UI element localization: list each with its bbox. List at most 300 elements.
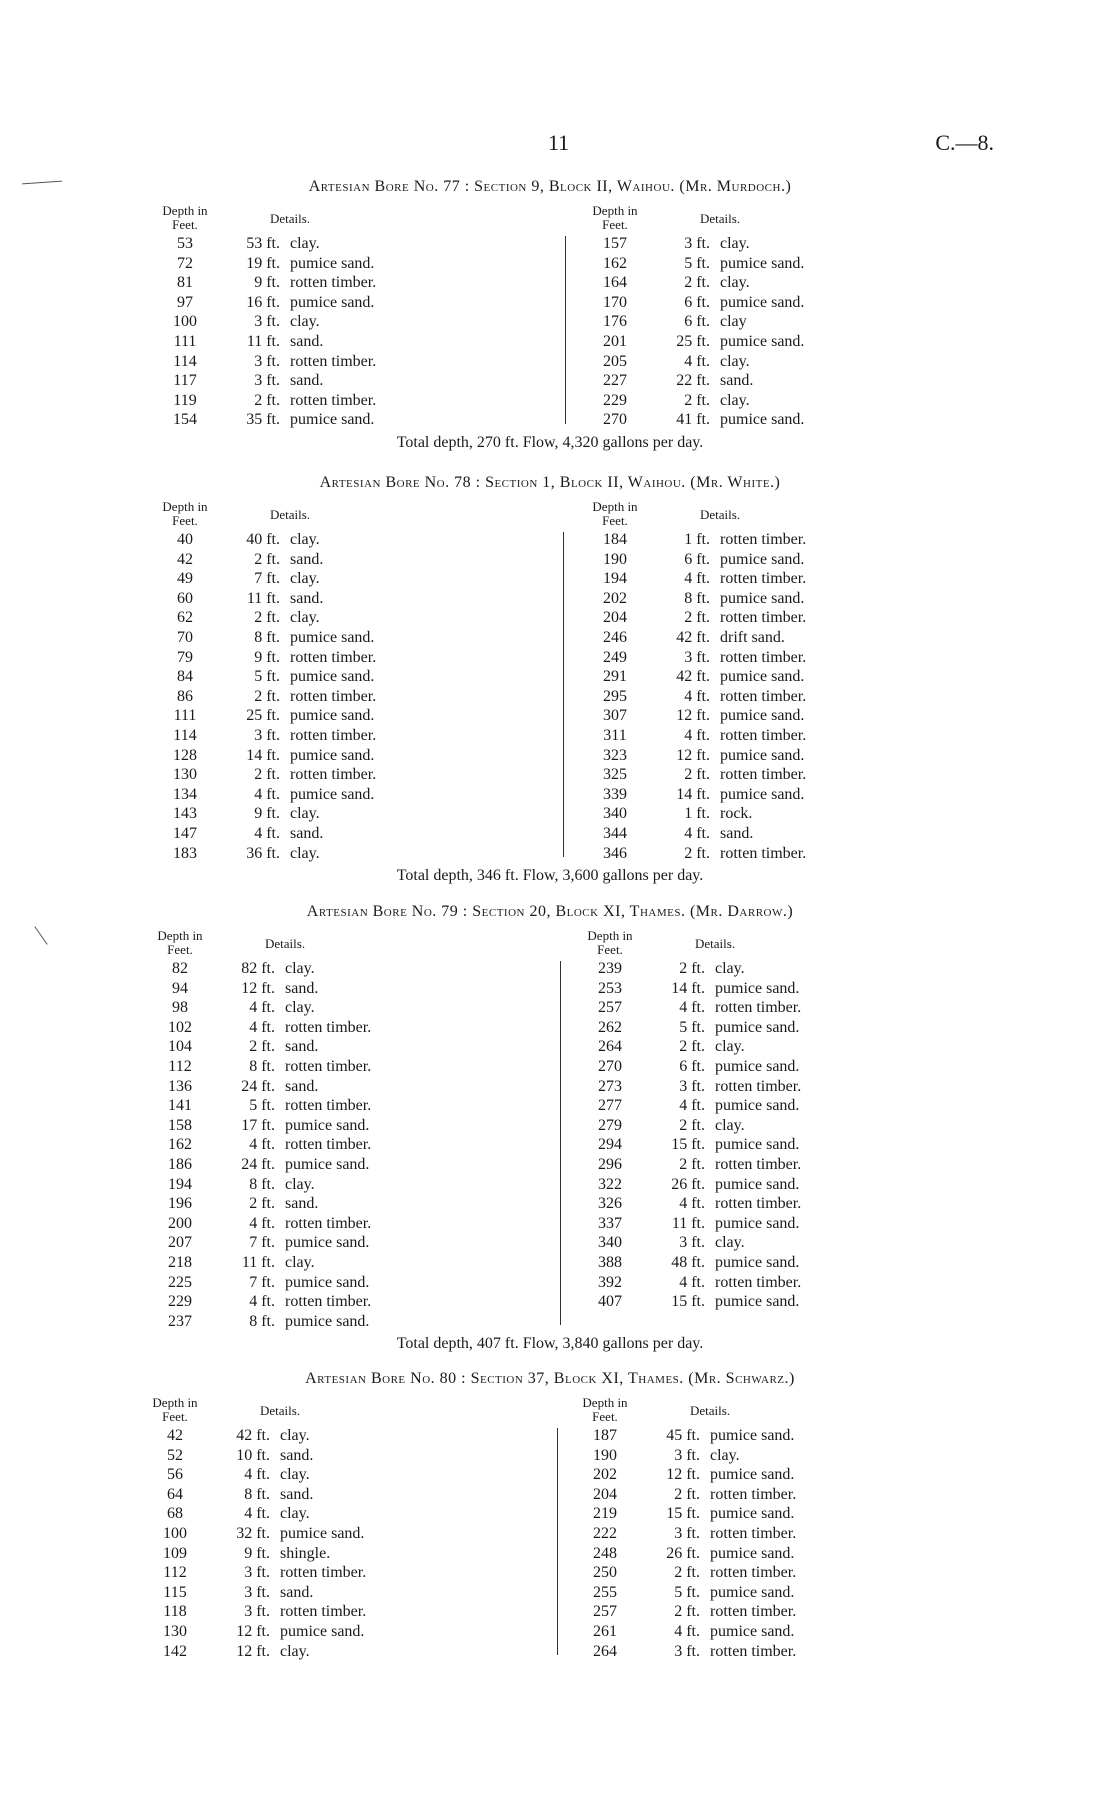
header-details: Details.	[265, 936, 306, 951]
depth-cell: 295	[603, 687, 627, 705]
depth-cell: 229	[603, 391, 627, 409]
depth-cell: 184	[603, 531, 627, 548]
depth-cell: 154	[173, 411, 197, 429]
thickness-cell: 4 ft.	[249, 1018, 275, 1036]
header-details: Details.	[695, 936, 736, 951]
thickness-cell: 2 ft.	[679, 1038, 705, 1056]
thickness-cell: 24 ft.	[241, 1155, 275, 1173]
depth-cell: 239	[598, 960, 622, 977]
material-cell: clay.	[715, 1038, 745, 1056]
thickness-cell: 4 ft.	[679, 1097, 705, 1115]
material-cell: clay.	[720, 352, 750, 370]
depth-cell: 261	[593, 1622, 617, 1640]
depth-cell: 128	[173, 746, 197, 764]
depth-cell: 170	[603, 293, 627, 311]
thickness-cell: 4 ft.	[254, 824, 280, 842]
depth-cell: 264	[593, 1642, 617, 1660]
material-cell: clay.	[715, 960, 745, 977]
header-details: Details.	[270, 507, 311, 522]
material-cell: pumice sand.	[290, 785, 375, 803]
depth-cell: 119	[173, 391, 197, 409]
depth-cell: 196	[168, 1195, 192, 1213]
thickness-cell: 9 ft.	[254, 805, 280, 823]
thickness-cell: 36 ft.	[246, 844, 280, 862]
depth-cell: 49	[177, 570, 193, 588]
material-cell: pumice sand.	[710, 1583, 795, 1601]
depth-cell: 142	[163, 1642, 187, 1660]
thickness-cell: 3 ft.	[244, 1564, 270, 1582]
material-cell: sand.	[280, 1446, 314, 1464]
material-cell: rotten timber.	[715, 1077, 802, 1095]
material-cell: rotten timber.	[290, 726, 377, 744]
thickness-cell: 2 ft.	[679, 1155, 705, 1173]
material-cell: pumice sand.	[285, 1312, 370, 1330]
depth-cell: 262	[598, 1018, 622, 1036]
thickness-cell: 12 ft.	[236, 1642, 270, 1660]
depth-cell: 194	[603, 570, 627, 588]
thickness-cell: 32 ft.	[236, 1524, 270, 1542]
depth-cell: 270	[598, 1057, 622, 1075]
thickness-cell: 2 ft.	[684, 609, 710, 627]
thickness-cell: 15 ft.	[671, 1293, 705, 1311]
depth-cell: 164	[603, 274, 627, 292]
material-cell: pumice sand.	[715, 1214, 800, 1232]
thickness-cell: 3 ft.	[674, 1642, 700, 1660]
thickness-cell: 41 ft.	[676, 411, 710, 429]
depth-cell: 64	[167, 1485, 183, 1503]
thickness-cell: 8 ft.	[244, 1485, 270, 1503]
thickness-cell: 14 ft.	[671, 979, 705, 997]
depth-cell: 326	[598, 1195, 622, 1213]
thickness-cell: 42 ft.	[676, 628, 710, 646]
material-cell: pumice sand.	[290, 628, 375, 646]
thickness-cell: 4 ft.	[684, 570, 710, 588]
depth-cell: 219	[593, 1505, 617, 1523]
column-divider	[563, 532, 564, 857]
depth-cell: 104	[168, 1038, 192, 1056]
material-cell: clay.	[715, 1116, 745, 1134]
thickness-cell: 17 ft.	[241, 1116, 275, 1134]
depth-cell: 246	[603, 628, 627, 646]
thickness-cell: 6 ft.	[684, 313, 710, 331]
thickness-cell: 4 ft.	[244, 1505, 270, 1523]
material-cell: rotten timber.	[290, 687, 377, 705]
depth-cell: 97	[177, 293, 193, 311]
material-cell: pumice sand.	[280, 1622, 365, 1640]
thickness-cell: 2 ft.	[684, 766, 710, 784]
depth-cell: 134	[173, 785, 197, 803]
header-depth: Depth in Feet.	[582, 1395, 628, 1424]
depth-cell: 70	[177, 628, 193, 646]
thickness-cell: 24 ft.	[241, 1077, 275, 1095]
material-cell: pumice sand.	[710, 1427, 795, 1444]
thickness-cell: 35 ft.	[246, 411, 280, 429]
depth-cell: 307	[603, 707, 627, 725]
depth-cell: 111	[173, 332, 197, 350]
thickness-cell: 8 ft.	[684, 589, 710, 607]
thickness-cell: 3 ft.	[244, 1583, 270, 1601]
material-cell: pumice sand.	[290, 411, 375, 429]
thickness-cell: 2 ft.	[674, 1485, 700, 1503]
depth-cell: 84	[177, 668, 193, 686]
thickness-cell: 11 ft.	[241, 1253, 275, 1271]
material-cell: clay.	[720, 235, 750, 252]
material-cell: rotten timber.	[715, 999, 802, 1017]
depth-cell: 102	[168, 1018, 192, 1036]
thickness-cell: 11 ft.	[246, 589, 280, 607]
material-cell: pumice sand.	[715, 1018, 800, 1036]
material-cell: pumice sand.	[710, 1466, 795, 1484]
material-cell: sand.	[290, 372, 324, 390]
material-cell: clay.	[280, 1427, 310, 1444]
thickness-cell: 25 ft.	[246, 707, 280, 725]
material-cell: pumice sand.	[290, 254, 375, 272]
thickness-cell: 40 ft.	[246, 531, 280, 548]
depth-cell: 162	[168, 1136, 192, 1154]
material-cell: rotten timber.	[285, 1057, 372, 1075]
material-cell: clay.	[290, 235, 320, 252]
material-cell: sand.	[285, 1077, 319, 1095]
material-cell: pumice sand.	[285, 1273, 370, 1291]
thickness-cell: 3 ft.	[674, 1446, 700, 1464]
thickness-cell: 3 ft.	[254, 372, 280, 390]
material-cell: clay.	[710, 1446, 740, 1464]
material-cell: sand.	[280, 1485, 314, 1503]
thickness-cell: 6 ft.	[679, 1057, 705, 1075]
material-cell: pumice sand.	[290, 707, 375, 725]
material-cell: drift sand.	[720, 628, 785, 646]
depth-cell: 388	[598, 1253, 622, 1271]
depth-cell: 311	[603, 726, 627, 744]
material-cell: sand.	[290, 589, 324, 607]
material-cell: clay.	[285, 999, 315, 1017]
depth-cell: 255	[593, 1583, 617, 1601]
depth-cell: 86	[177, 687, 193, 705]
thickness-cell: 3 ft.	[254, 352, 280, 370]
depth-cell: 136	[168, 1077, 192, 1095]
material-cell: rotten timber.	[720, 609, 807, 627]
material-cell: rotten timber.	[290, 648, 377, 666]
thickness-cell: 12 ft.	[676, 746, 710, 764]
thickness-cell: 22 ft.	[676, 372, 710, 390]
depth-cell: 141	[168, 1097, 192, 1115]
depth-cell: 340	[603, 805, 627, 823]
depth-cell: 98	[172, 999, 188, 1017]
material-cell: pumice sand.	[715, 1253, 800, 1271]
material-cell: pumice sand.	[290, 668, 375, 686]
bore-title: Artesian Bore No. 78 : Section 1, Block II, Waihou. (Mr. White.)	[319, 474, 781, 491]
depth-cell: 337	[598, 1214, 622, 1232]
thickness-cell: 2 ft.	[254, 391, 280, 409]
thickness-cell: 2 ft.	[254, 766, 280, 784]
material-cell: rotten timber.	[290, 274, 377, 292]
thickness-cell: 5 ft.	[684, 254, 710, 272]
depth-cell: 118	[163, 1603, 187, 1621]
thickness-cell: 4 ft.	[254, 785, 280, 803]
page-header	[0, 130, 1114, 160]
header-details: Details.	[260, 1403, 301, 1418]
material-cell: clay.	[715, 1234, 745, 1252]
depth-cell: 200	[168, 1214, 192, 1232]
depth-cell: 82	[172, 960, 188, 977]
material-cell: rotten timber.	[290, 352, 377, 370]
material-cell: rotten timber.	[710, 1524, 797, 1542]
scan-mark	[22, 181, 62, 185]
column-divider	[565, 236, 566, 424]
material-cell: rotten timber.	[285, 1097, 372, 1115]
depth-cell: 407	[598, 1293, 622, 1311]
material-cell: rotten timber.	[720, 648, 807, 666]
material-cell: sand.	[285, 1038, 319, 1056]
thickness-cell: 2 ft.	[254, 550, 280, 568]
depth-cell: 194	[168, 1175, 192, 1193]
material-cell: sand.	[285, 979, 319, 997]
material-cell: pumice sand.	[720, 550, 805, 568]
material-cell: pumice sand.	[720, 293, 805, 311]
material-cell: sand.	[720, 372, 754, 390]
depth-cell: 81	[177, 274, 193, 292]
material-cell: pumice sand.	[720, 332, 805, 350]
thickness-cell: 3 ft.	[674, 1524, 700, 1542]
depth-cell: 56	[167, 1466, 183, 1484]
depth-cell: 237	[168, 1312, 192, 1330]
depth-cell: 42	[177, 550, 193, 568]
header-details: Details.	[270, 211, 311, 226]
thickness-cell: 2 ft.	[674, 1603, 700, 1621]
thickness-cell: 2 ft.	[684, 844, 710, 862]
thickness-cell: 3 ft.	[254, 313, 280, 331]
thickness-cell: 8 ft.	[254, 628, 280, 646]
material-cell: rotten timber.	[290, 391, 377, 409]
thickness-cell: 7 ft.	[249, 1273, 275, 1291]
material-cell: rotten timber.	[720, 766, 807, 784]
header-details: Details.	[690, 1403, 731, 1418]
depth-cell: 143	[173, 805, 197, 823]
thickness-cell: 53 ft.	[246, 235, 280, 252]
thickness-cell: 5 ft.	[674, 1583, 700, 1601]
depth-cell: 253	[598, 979, 622, 997]
material-cell: clay.	[290, 609, 320, 627]
material-cell: rotten timber.	[280, 1564, 367, 1582]
depth-cell: 325	[603, 766, 627, 784]
thickness-cell: 4 ft.	[249, 1293, 275, 1311]
thickness-cell: 82 ft.	[241, 960, 275, 977]
thickness-cell: 5 ft.	[679, 1018, 705, 1036]
depth-cell: 202	[593, 1466, 617, 1484]
material-cell: rotten timber.	[720, 570, 807, 588]
scan-mark	[34, 926, 47, 945]
thickness-cell: 1 ft.	[684, 531, 710, 548]
thickness-cell: 5 ft.	[249, 1097, 275, 1115]
thickness-cell: 4 ft.	[674, 1622, 700, 1640]
thickness-cell: 11 ft.	[246, 332, 280, 350]
depth-cell: 111	[173, 707, 197, 725]
thickness-cell: 26 ft.	[671, 1175, 705, 1193]
header-depth: Depth in Feet.	[162, 499, 208, 528]
thickness-cell: 11 ft.	[671, 1214, 705, 1232]
material-cell: rotten timber.	[710, 1642, 797, 1660]
column-divider	[560, 961, 561, 1325]
thickness-cell: 9 ft.	[244, 1544, 270, 1562]
material-cell: clay.	[290, 805, 320, 823]
material-cell: pumice sand.	[710, 1505, 795, 1523]
material-cell: rotten timber.	[720, 726, 807, 744]
thickness-cell: 12 ft.	[241, 979, 275, 997]
depth-cell: 249	[603, 648, 627, 666]
material-cell: pumice sand.	[715, 1293, 800, 1311]
thickness-cell: 6 ft.	[684, 550, 710, 568]
thickness-cell: 19 ft.	[246, 254, 280, 272]
depth-cell: 147	[173, 824, 197, 842]
thickness-cell: 2 ft.	[249, 1038, 275, 1056]
bore-total: Total depth, 270 ft. Flow, 4,320 gallons per day.	[396, 434, 704, 451]
thickness-cell: 2 ft.	[254, 609, 280, 627]
thickness-cell: 3 ft.	[244, 1603, 270, 1621]
header-depth: Depth in Feet.	[587, 928, 633, 957]
depth-cell: 229	[168, 1293, 192, 1311]
material-cell: sand.	[290, 824, 324, 842]
depth-cell: 100	[173, 313, 197, 331]
depth-cell: 176	[603, 313, 627, 331]
thickness-cell: 2 ft.	[679, 1116, 705, 1134]
thickness-cell: 4 ft.	[249, 999, 275, 1017]
thickness-cell: 8 ft.	[249, 1057, 275, 1075]
material-cell: rotten timber.	[285, 1293, 372, 1311]
material-cell: rotten timber.	[280, 1603, 367, 1621]
material-cell: rotten timber.	[290, 766, 377, 784]
thickness-cell: 4 ft.	[684, 824, 710, 842]
depth-cell: 202	[603, 589, 627, 607]
material-cell: pumice sand.	[710, 1544, 795, 1562]
material-cell: clay.	[290, 844, 320, 862]
material-cell: rotten timber.	[285, 1214, 372, 1232]
thickness-cell: 4 ft.	[249, 1136, 275, 1154]
material-cell: clay.	[285, 1253, 315, 1271]
depth-cell: 79	[177, 648, 193, 666]
depth-cell: 277	[598, 1097, 622, 1115]
material-cell: rotten timber.	[715, 1155, 802, 1173]
material-cell: rotten timber.	[720, 687, 807, 705]
depth-cell: 227	[603, 372, 627, 390]
depth-cell: 186	[168, 1155, 192, 1173]
material-cell: clay.	[280, 1642, 310, 1660]
material-cell: clay.	[290, 531, 320, 548]
depth-cell: 201	[603, 332, 627, 350]
thickness-cell: 8 ft.	[249, 1312, 275, 1330]
depth-cell: 294	[598, 1136, 622, 1154]
material-cell: sand.	[280, 1583, 314, 1601]
material-cell: clay.	[285, 1175, 315, 1193]
material-cell: sand.	[720, 824, 754, 842]
depth-cell: 40	[177, 531, 193, 548]
depth-cell: 53	[177, 235, 193, 252]
material-cell: pumice sand.	[285, 1116, 370, 1134]
header-details: Details.	[700, 507, 741, 522]
thickness-cell: 10 ft.	[236, 1446, 270, 1464]
depth-cell: 42	[167, 1427, 183, 1444]
thickness-cell: 7 ft.	[254, 570, 280, 588]
thickness-cell: 12 ft.	[676, 707, 710, 725]
depth-cell: 190	[593, 1446, 617, 1464]
thickness-cell: 4 ft.	[244, 1466, 270, 1484]
material-cell: clay	[720, 313, 747, 331]
material-cell: pumice sand.	[710, 1622, 795, 1640]
thickness-cell: 48 ft.	[671, 1253, 705, 1271]
material-cell: pumice sand.	[720, 254, 805, 272]
material-cell: rotten timber.	[285, 1018, 372, 1036]
depth-cell: 187	[593, 1427, 617, 1444]
thickness-cell: 7 ft.	[249, 1234, 275, 1252]
thickness-cell: 4 ft.	[249, 1214, 275, 1232]
depth-cell: 68	[167, 1505, 183, 1523]
depth-cell: 130	[173, 766, 197, 784]
material-cell: pumice sand.	[715, 1057, 800, 1075]
depth-cell: 218	[168, 1253, 192, 1271]
thickness-cell: 2 ft.	[674, 1564, 700, 1582]
depth-cell: 323	[603, 746, 627, 764]
thickness-cell: 14 ft.	[676, 785, 710, 803]
depth-cell: 205	[603, 352, 627, 370]
header-depth: Depth in Feet.	[157, 928, 203, 957]
material-cell: clay.	[285, 960, 315, 977]
thickness-cell: 3 ft.	[254, 726, 280, 744]
depth-cell: 250	[593, 1564, 617, 1582]
material-cell: pumice sand.	[715, 1097, 800, 1115]
thickness-cell: 25 ft.	[676, 332, 710, 350]
depth-cell: 115	[163, 1583, 187, 1601]
thickness-cell: 4 ft.	[679, 1195, 705, 1213]
page-number: 11	[548, 130, 570, 155]
thickness-cell: 9 ft.	[254, 648, 280, 666]
material-cell: pumice sand.	[720, 785, 805, 803]
material-cell: sand.	[290, 550, 324, 568]
material-cell: rotten timber.	[720, 844, 807, 862]
thickness-cell: 2 ft.	[679, 960, 705, 977]
material-cell: sand.	[285, 1195, 319, 1213]
depth-cell: 190	[603, 550, 627, 568]
depth-cell: 112	[168, 1057, 192, 1075]
thickness-cell: 2 ft.	[254, 687, 280, 705]
material-cell: sand.	[290, 332, 324, 350]
depth-cell: 257	[598, 999, 622, 1017]
depth-cell: 130	[163, 1622, 187, 1640]
material-cell: rotten timber.	[715, 1195, 802, 1213]
depth-cell: 162	[603, 254, 627, 272]
header-depth: Depth in Feet.	[162, 203, 208, 232]
thickness-cell: 3 ft.	[684, 648, 710, 666]
depth-cell: 117	[173, 372, 197, 390]
thickness-cell: 8 ft.	[249, 1175, 275, 1193]
depth-cell: 322	[598, 1175, 622, 1193]
header-depth: Depth in Feet.	[592, 499, 638, 528]
depth-cell: 340	[598, 1234, 622, 1252]
depth-cell: 225	[168, 1273, 192, 1291]
material-cell: clay.	[280, 1505, 310, 1523]
thickness-cell: 16 ft.	[246, 293, 280, 311]
depth-cell: 183	[173, 844, 197, 862]
depth-cell: 291	[603, 668, 627, 686]
material-cell: pumice sand.	[280, 1524, 365, 1542]
depth-cell: 109	[163, 1544, 187, 1562]
material-cell: pumice sand.	[720, 411, 805, 429]
thickness-cell: 1 ft.	[684, 805, 710, 823]
thickness-cell: 3 ft.	[684, 235, 710, 252]
depth-cell: 114	[173, 352, 197, 370]
depth-cell: 257	[593, 1603, 617, 1621]
material-cell: pumice sand.	[715, 1136, 800, 1154]
thickness-cell: 15 ft.	[666, 1505, 700, 1523]
bore-total: Total depth, 346 ft. Flow, 3,600 gallons per day.	[396, 867, 704, 885]
